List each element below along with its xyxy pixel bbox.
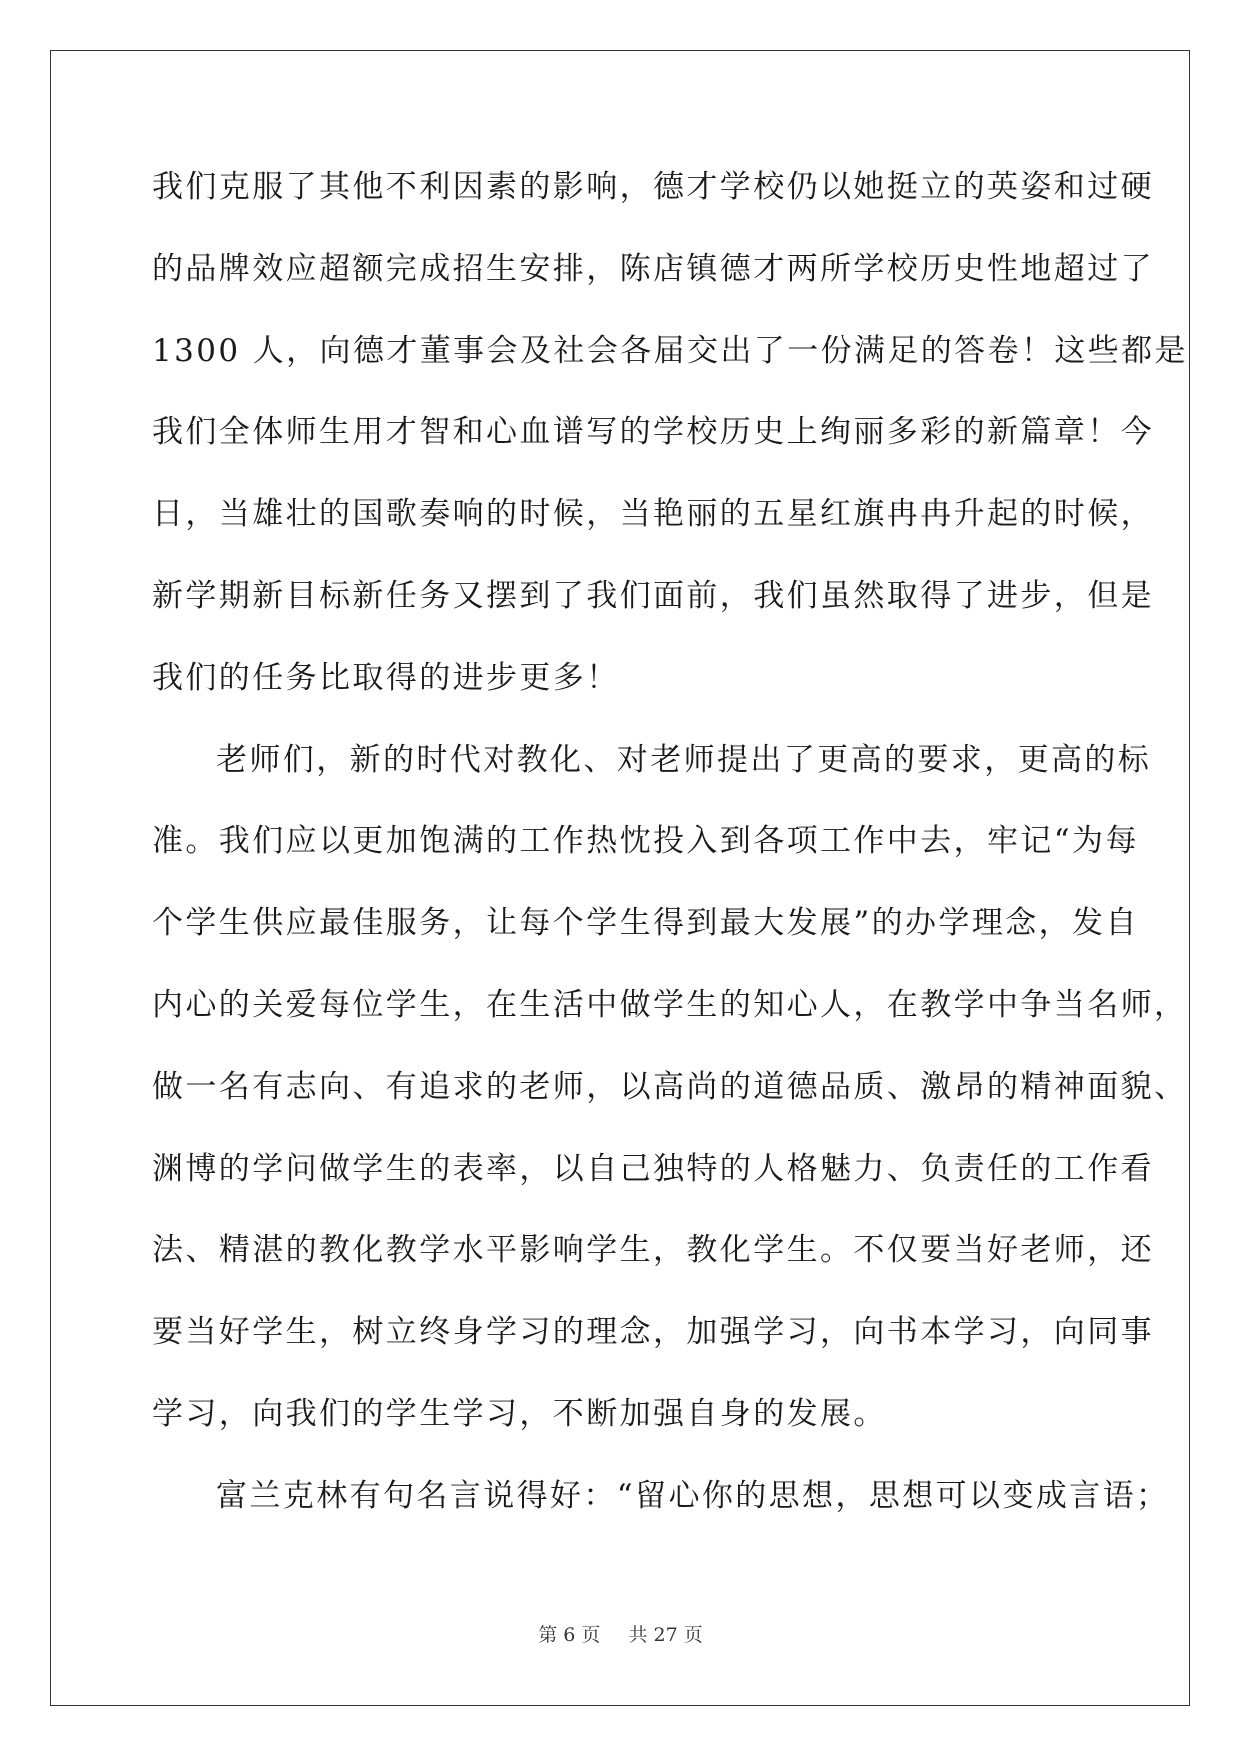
text-line: 1300 人，向德才董事会及社会各届交出了一份满足的答卷！这些都是: [152, 332, 1188, 369]
text-line: 法、精湛的教化教学水平影响学生，教化学生。不仅要当好老师，还: [152, 1232, 1154, 1269]
text-line: 渊博的学问做学生的表率，以自己独特的人格魅力、负责任的工作看: [152, 1150, 1154, 1187]
text-line: 做一名有志向、有追求的老师，以高尚的道德品质、激昂的精神面貌、: [152, 1068, 1188, 1105]
text-line: 我们克服了其他不利因素的影响，德才学校仍以她挺立的英姿和过硬: [152, 169, 1154, 205]
document-body: [152, 162, 1188, 1553]
text-line: 日，当雄壮的国歌奏响的时候，当艳丽的五星红旗冉冉升起的时候，: [152, 496, 1154, 533]
page-number: 第 6 页: [538, 1624, 601, 1646]
text-line: 新学期新目标新任务又摆到了我们面前，我们虽然取得了进步，但是: [152, 577, 1154, 614]
text-line: 准。我们应以更加饱满的工作热忱投入到各项工作中去，牢记“为每: [152, 823, 1139, 860]
text-line: 富兰克林有句名言说得好：“留心你的思想，思想可以变成言语；: [216, 1477, 1170, 1514]
page-total: 共 27 页: [628, 1624, 703, 1646]
text-line: 我们的任务比取得的进步更多！: [152, 659, 620, 696]
text-line: 内心的关爱每位学生，在生活中做学生的知心人，在教学中争当名师，: [152, 986, 1188, 1023]
text-line: 个学生供应最佳服务，让每个学生得到最大发展”的办学理念，发自: [152, 905, 1139, 942]
text-line: 老师们，新的时代对教化、对老师提出了更高的要求，更高的标: [216, 741, 1152, 778]
text-line: 我们全体师生用才智和心血谱写的学校历史上绚丽多彩的新篇章！今: [152, 414, 1154, 451]
text-line: 的品牌效应超额完成招生安排，陈店镇德才两所学校历史性地超过了: [152, 250, 1154, 287]
text-line: 要当好学生，树立终身学习的理念，加强学习，向书本学习，向同事: [152, 1314, 1154, 1351]
text-line: 学习，向我们的学生学习，不断加强自身的发展。: [152, 1395, 887, 1432]
page-footer: [0, 1620, 1241, 1647]
